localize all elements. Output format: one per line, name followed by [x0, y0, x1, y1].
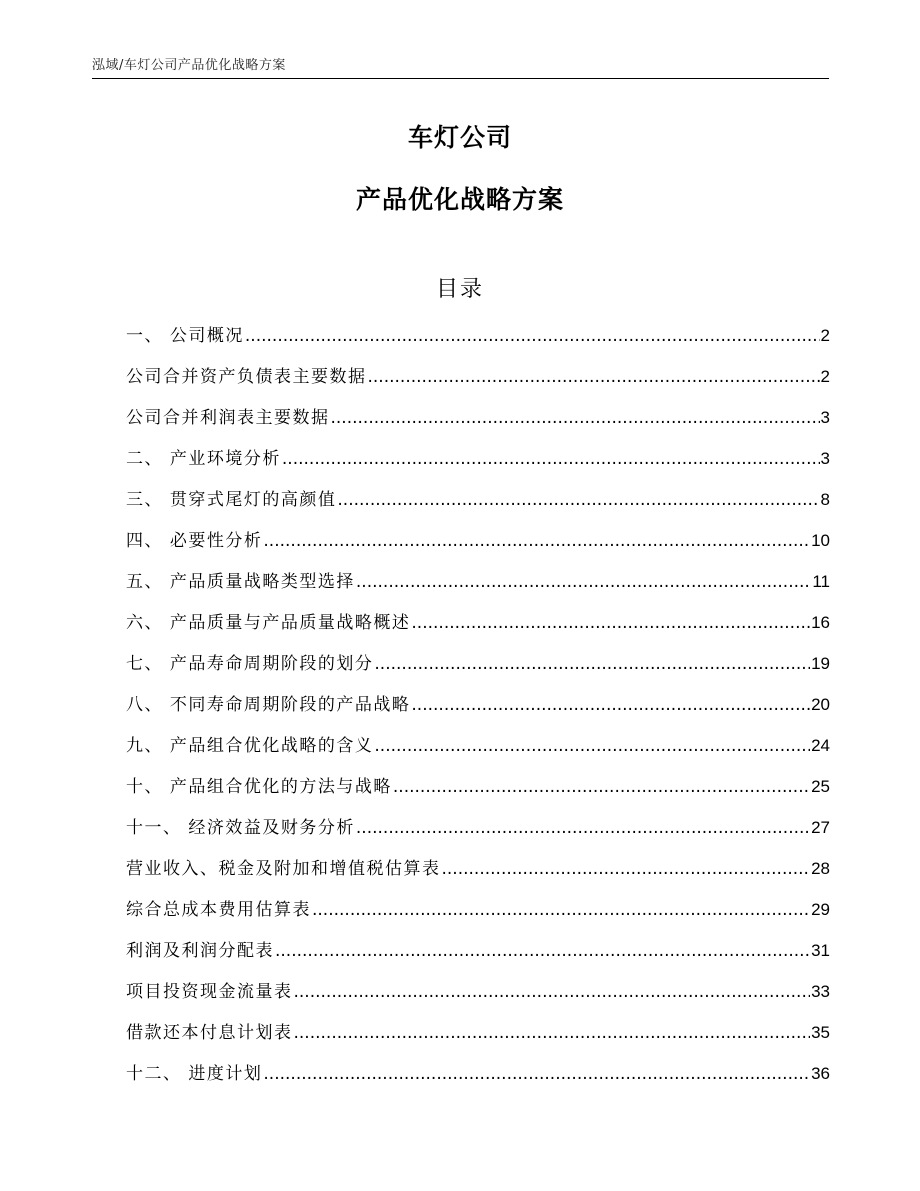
toc-page-number: 35	[811, 1023, 830, 1042]
toc-page-number: 25	[811, 777, 830, 796]
toc-entry[interactable]	[126, 610, 830, 651]
toc-dot-leader	[312, 897, 810, 923]
toc-entry[interactable]	[126, 1061, 830, 1102]
table-of-contents	[126, 323, 830, 1102]
toc-page-number: 20	[811, 695, 830, 714]
toc-entry-title: 营业收入、税金及附加和增值税估算表	[126, 859, 441, 879]
toc-dot-leader	[331, 405, 820, 431]
toc-entry-title: 三、 贯穿式尾灯的高颜值	[126, 490, 337, 510]
toc-dot-leader	[356, 569, 811, 595]
toc-dot-leader	[263, 528, 810, 554]
toc-entry-title: 十、 产品组合优化的方法与战略	[126, 777, 392, 797]
toc-entry-title: 八、 不同寿命周期阶段的产品战略	[126, 695, 411, 715]
toc-page-number: 33	[811, 982, 830, 1001]
toc-page-number: 10	[811, 531, 830, 550]
toc-entry[interactable]	[126, 979, 830, 1020]
toc-page-number: 2	[820, 326, 830, 345]
header-rule	[92, 78, 829, 79]
toc-dot-leader	[245, 323, 820, 349]
toc-entry-title: 五、 产品质量战略类型选择	[126, 572, 355, 592]
toc-entry[interactable]	[126, 487, 830, 528]
toc-page-number: 8	[820, 490, 830, 509]
toc-dot-leader	[411, 692, 810, 718]
toc-page-number: 3	[820, 408, 830, 427]
toc-dot-leader	[275, 938, 810, 964]
toc-dot-leader	[337, 487, 819, 513]
toc-entry[interactable]	[126, 405, 830, 446]
toc-dot-leader	[294, 1020, 811, 1046]
toc-entry[interactable]	[126, 651, 830, 692]
toc-page-number: 36	[811, 1064, 830, 1083]
toc-entry-title: 四、 必要性分析	[126, 531, 263, 551]
toc-page-number: 16	[811, 613, 830, 632]
company-title: 车灯公司	[407, 123, 512, 152]
toc-entry[interactable]	[126, 938, 830, 979]
toc-entry[interactable]	[126, 323, 830, 364]
toc-dot-leader	[374, 733, 810, 759]
toc-entry-title: 公司合并资产负债表主要数据	[126, 367, 367, 387]
toc-page-number: 19	[811, 654, 830, 673]
toc-dot-leader	[442, 856, 811, 882]
toc-dot-leader	[393, 774, 810, 800]
toc-dot-leader	[368, 364, 820, 390]
toc-entry[interactable]	[126, 528, 830, 569]
toc-entry-title: 七、 产品寿命周期阶段的划分	[126, 654, 374, 674]
document-title: 产品优化战略方案	[355, 185, 564, 214]
toc-page-number: 24	[811, 736, 830, 755]
toc-entry[interactable]	[126, 815, 830, 856]
toc-entry[interactable]	[126, 692, 830, 733]
toc-entry-title: 十二、 进度计划	[126, 1064, 263, 1084]
toc-entry[interactable]	[126, 774, 830, 815]
toc-page-number: 29	[811, 900, 830, 919]
toc-entry[interactable]	[126, 446, 830, 487]
toc-entry[interactable]	[126, 897, 830, 938]
toc-entry[interactable]	[126, 733, 830, 774]
toc-dot-leader	[411, 610, 810, 636]
toc-page-number: 28	[811, 859, 830, 878]
toc-entry-title: 公司合并利润表主要数据	[126, 408, 330, 428]
toc-entry-title: 六、 产品质量与产品质量战略概述	[126, 613, 411, 633]
toc-dot-leader	[374, 651, 810, 677]
toc-entry-title: 一、 公司概况	[126, 326, 244, 346]
toc-heading: 目录	[435, 277, 484, 302]
toc-page-number: 31	[811, 941, 830, 960]
toc-entry-title: 九、 产品组合优化战略的含义	[126, 736, 374, 756]
toc-page-number: 27	[811, 818, 830, 837]
toc-entry-title: 二、 产业环境分析	[126, 449, 281, 469]
toc-entry-title: 利润及利润分配表	[126, 941, 274, 961]
running-header: 泓域/车灯公司产品优化战略方案	[92, 58, 286, 73]
toc-entry[interactable]	[126, 364, 830, 405]
toc-entry-title: 十一、 经济效益及财务分析	[126, 818, 355, 838]
toc-page-number: 2	[820, 367, 830, 386]
toc-entry-title: 借款还本付息计划表	[126, 1023, 293, 1043]
toc-dot-leader	[294, 979, 811, 1005]
toc-entry[interactable]	[126, 856, 830, 897]
toc-dot-leader	[356, 815, 810, 841]
toc-entry[interactable]	[126, 1020, 830, 1061]
toc-dot-leader	[263, 1061, 810, 1087]
toc-entry[interactable]	[126, 569, 830, 610]
toc-entry-title: 综合总成本费用估算表	[126, 900, 311, 920]
toc-page-number: 11	[812, 572, 830, 591]
toc-dot-leader	[282, 446, 820, 472]
toc-entry-title: 项目投资现金流量表	[126, 982, 293, 1002]
toc-page-number: 3	[820, 449, 830, 468]
